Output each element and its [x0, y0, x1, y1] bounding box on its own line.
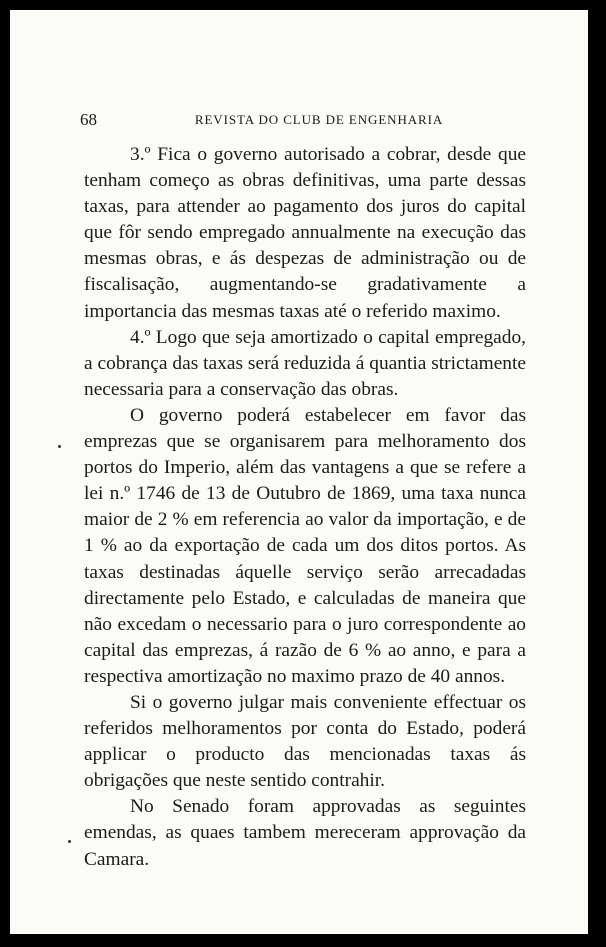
body-text — [84, 142, 526, 873]
running-title: REVISTA DO CLUB DE ENGENHARIA — [194, 112, 444, 127]
paragraph-state-works: Si o governo julgar mais conveniente effectuar os referidos melhoramentos por conta do Estado, poderá applicar o producto das mencionadas taxas ás obrigações que neste sentido contrahir. — [84, 691, 526, 792]
page-header — [80, 110, 528, 132]
print-speck — [68, 840, 71, 843]
paragraph-ports-tax: O governo poderá estabelecer em favor das emprezas que se organisarem para melhoramento dos portos do Imperio, além das vantagens a que se refere a lei n.º 1746 de 13 de Outubro de 1869, uma taxa nunca maior de 2 % em referencia ao valor da importação, e de 1 % ao da exportação de cada um dos ditos portos. As taxas destinadas áquelle serviço serão arrecadadas directamente pelo Estado, e calculadas de maneira que não excedam o necessario para o juro correspondente ao capital das emprezas, á razão de 6 % ao anno, e para a respectiva amortização no maximo prazo de 40 annos. — [84, 404, 526, 687]
paragraph-item-4: 4.º Logo que seja amortizado o capital empregado, a cobrança das taxas será reduzida á quantia strictamente necessaria para a conservação das obras. — [84, 326, 526, 400]
print-speck — [58, 445, 61, 448]
paragraph-item-3: 3.º Fica o governo autorisado a cobrar, desde que tenham começo as obras definitivas, uma parte dessas taxas, para attender ao pagamento dos juros do capital que fôr sendo empregado annualmente na execução das mesmas obras, e ás despezas de administração ou de fiscalisação, augmentando-se gradativamente a importancia das mesmas taxas até o referido maximo. — [84, 144, 526, 322]
page-number: 68 — [80, 110, 97, 129]
paragraph-senate-amendments: No Senado foram approvadas as seguintes emendas, as quaes tambem mereceram approvação da Camara. — [84, 796, 526, 870]
book-page — [10, 10, 588, 934]
